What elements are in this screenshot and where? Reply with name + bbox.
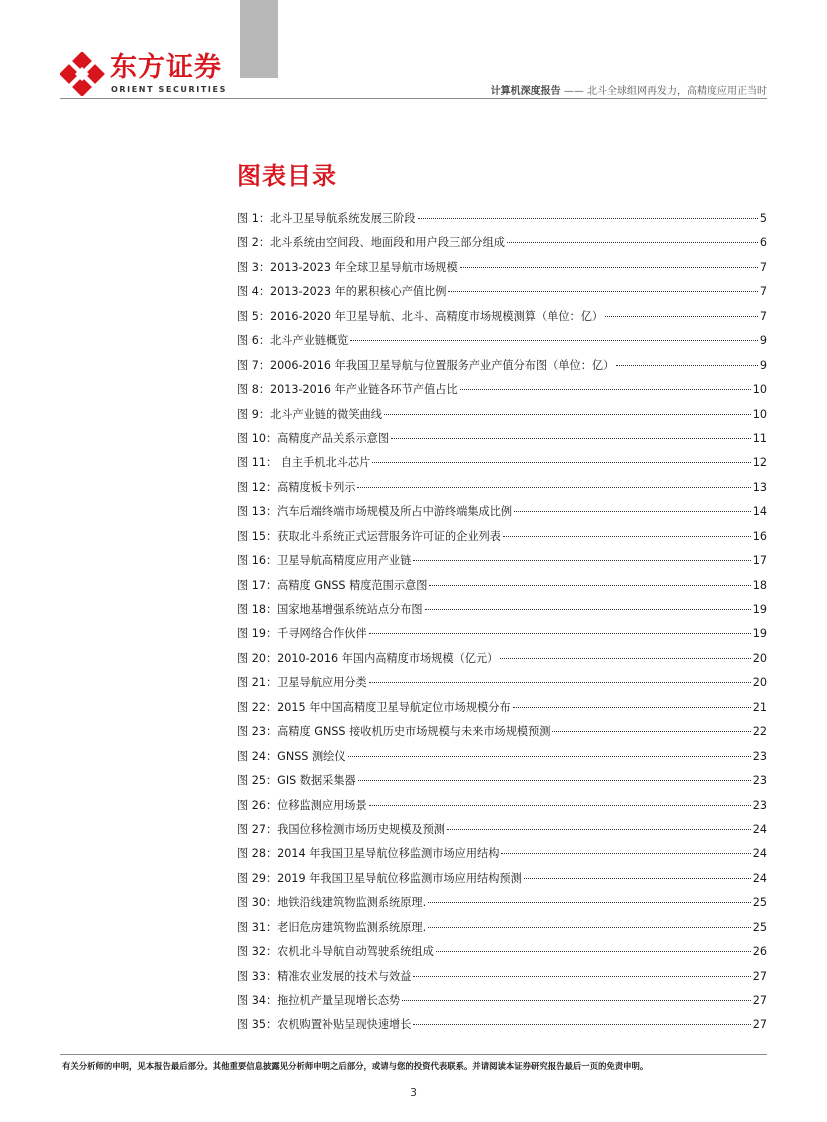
toc-entry-page: 23 — [752, 774, 767, 788]
toc-leader-dots — [429, 585, 750, 586]
toc-entry-title: 图 34：拖拉机产量呈现增长态势 — [237, 994, 401, 1007]
toc-entry-page: 17 — [752, 554, 767, 568]
toc-leader-dots — [413, 560, 750, 561]
toc-entry-title: 图 25：GIS 数据采集器 — [237, 774, 356, 788]
toc-entry[interactable] — [237, 845, 767, 869]
toc-entry[interactable] — [237, 357, 767, 381]
figure-list — [237, 210, 767, 1041]
toc-entry-title: 图 4：2013-2023 年的累积核心产值比例 — [237, 285, 447, 299]
toc-entry[interactable] — [237, 968, 767, 992]
toc-entry-title: 图 35：农机购置补贴呈现快速增长 — [237, 1018, 412, 1032]
report-type: 计算机深度报告 — [490, 86, 561, 97]
toc-leader-dots — [460, 389, 751, 390]
toc-entry-title: 图 15：获取北斗系统正式运营服务许可证的企业列表 — [237, 529, 501, 543]
toc-entry[interactable] — [237, 259, 767, 283]
toc-entry[interactable] — [237, 894, 767, 918]
toc-entry-title: 图 9：北斗产业链的微笑曲线 — [237, 407, 382, 421]
toc-entry-page: 10 — [752, 407, 767, 421]
toc-entry[interactable] — [237, 479, 767, 503]
toc-entry[interactable] — [237, 723, 767, 747]
toc-entry-page: 23 — [752, 749, 767, 763]
toc-entry-page: 7 — [759, 285, 767, 299]
header-divider — [60, 98, 767, 99]
toc-entry-title: 图 11： 自主手机北斗芯片 — [237, 456, 371, 470]
toc-entry-title: 图 26：位移监测应用场景 — [237, 798, 367, 812]
toc-entry-title: 图 20：2010-2016 年国内高精度市场规模（亿元） — [237, 651, 499, 665]
toc-entry-page: 5 — [759, 212, 767, 225]
toc-entry[interactable] — [237, 797, 767, 821]
toc-leader-dots — [500, 658, 750, 659]
toc-entry-page: 20 — [752, 651, 767, 665]
toc-leader-dots — [348, 756, 751, 757]
page-title: 图表目录 — [237, 162, 337, 190]
toc-entry-page: 16 — [752, 529, 767, 543]
toc-leader-dots — [358, 780, 751, 781]
toc-entry[interactable] — [237, 503, 767, 527]
toc-leader-dots — [402, 1000, 751, 1001]
toc-leader-dots — [369, 805, 751, 806]
toc-leader-dots — [436, 951, 751, 952]
toc-entry-page: 9 — [759, 358, 767, 372]
toc-entry-title: 图 30：地铁沿线建筑物监测系统原理. — [237, 896, 427, 910]
toc-leader-dots — [357, 487, 750, 488]
toc-entry-title: 图 17：高精度 GNSS 精度范围示意图 — [237, 578, 428, 592]
toc-leader-dots — [507, 242, 758, 243]
toc-entry[interactable] — [237, 870, 767, 894]
toc-entry[interactable] — [237, 601, 767, 625]
toc-entry-page: 26 — [752, 945, 767, 959]
toc-entry-page: 27 — [752, 969, 767, 983]
toc-entry[interactable] — [237, 528, 767, 552]
toc-entry[interactable] — [237, 1016, 767, 1040]
logo-mark-icon — [60, 52, 106, 96]
toc-entry-title: 图 2：北斗系统由空间段、地面段和用户段三部分组成 — [237, 236, 505, 250]
toc-entry[interactable] — [237, 210, 767, 234]
toc-entry-page: 24 — [752, 847, 767, 861]
toc-entry-page: 19 — [752, 627, 767, 641]
toc-entry[interactable] — [237, 332, 767, 356]
toc-entry[interactable] — [237, 699, 767, 723]
toc-entry[interactable] — [237, 674, 767, 698]
toc-entry-title: 图 31：老旧危房建筑物监测系统原理. — [237, 920, 427, 934]
toc-entry-page: 10 — [752, 383, 767, 397]
toc-entry-title: 图 21：卫星导航应用分类 — [237, 676, 367, 690]
toc-entry-title: 图 32：农机北斗导航自动驾驶系统组成 — [237, 945, 434, 959]
toc-entry-page: 14 — [752, 505, 767, 519]
toc-entry-title: 图 8：2013-2016 年产业链各环节产值占比 — [237, 383, 458, 397]
toc-entry-page: 20 — [752, 676, 767, 690]
toc-leader-dots — [514, 511, 751, 512]
toc-entry-page: 19 — [752, 603, 767, 616]
company-logo — [60, 52, 250, 96]
toc-entry-title: 图 5：2016-2020 年卫星导航、北斗、高精度市场规模测算（单位：亿） — [237, 309, 604, 323]
toc-entry-page: 11 — [752, 431, 767, 445]
toc-leader-dots — [369, 633, 751, 634]
toc-leader-dots — [605, 316, 758, 317]
toc-entry[interactable] — [237, 650, 767, 674]
toc-leader-dots — [524, 878, 751, 879]
toc-entry-page: 22 — [752, 725, 767, 739]
toc-entry[interactable] — [237, 430, 767, 454]
toc-leader-dots — [513, 707, 751, 708]
toc-entry-title: 图 7：2006-2016 年我国卫星导航与位置服务产业产值分布图（单位：亿） — [237, 358, 615, 372]
toc-entry-title: 图 6：北斗产业链概览 — [237, 334, 349, 348]
toc-leader-dots — [447, 829, 751, 830]
toc-entry-title: 图 18：国家地基增强系统站点分布图 — [237, 603, 423, 616]
toc-leader-dots — [350, 340, 758, 341]
toc-entry[interactable] — [237, 308, 767, 332]
toc-entry-page: 9 — [759, 334, 767, 348]
toc-entry[interactable] — [237, 234, 767, 258]
toc-leader-dots — [503, 536, 751, 537]
toc-entry-title: 图 13：汽车后端终端市场规模及所占中游终端集成比例 — [237, 505, 513, 519]
running-header — [491, 82, 767, 97]
toc-leader-dots — [413, 1024, 750, 1025]
toc-entry-title: 图 1：北斗卫星导航系统发展三阶段 — [237, 212, 416, 225]
toc-leader-dots — [413, 976, 750, 977]
toc-entry[interactable] — [237, 992, 767, 1016]
toc-leader-dots — [418, 218, 758, 219]
toc-leader-dots — [428, 927, 751, 928]
toc-entry[interactable] — [237, 625, 767, 649]
page-number: 3 — [410, 1086, 417, 1099]
logo-name-en: ORIENT SECURITIES — [111, 85, 227, 94]
toc-leader-dots — [384, 414, 751, 415]
toc-entry-page: 18 — [752, 578, 767, 592]
toc-entry-title: 图 16：卫星导航高精度应用产业链 — [237, 554, 412, 568]
toc-entry-page: 12 — [752, 456, 767, 470]
toc-leader-dots — [372, 462, 751, 463]
toc-entry-page: 25 — [752, 896, 767, 910]
toc-entry[interactable] — [237, 919, 767, 943]
toc-leader-dots — [448, 291, 757, 292]
toc-entry[interactable] — [237, 283, 767, 307]
toc-entry-title: 图 29：2019 年我国卫星导航位移监测市场应用结构预测 — [237, 871, 522, 885]
toc-leader-dots — [428, 902, 751, 903]
toc-entry-title: 图 27：我国位移检测市场历史规模及预测 — [237, 822, 445, 836]
toc-entry-page: 13 — [752, 480, 767, 494]
toc-entry-title: 图 19：千寻网络合作伙伴 — [237, 627, 367, 641]
toc-leader-dots — [369, 682, 751, 683]
toc-entry-page: 7 — [759, 260, 767, 274]
toc-entry[interactable] — [237, 748, 767, 772]
toc-entry[interactable] — [237, 772, 767, 796]
toc-entry-page: 25 — [752, 920, 767, 934]
toc-entry-page: 23 — [752, 798, 767, 812]
toc-entry-title: 图 12：高精度板卡列示 — [237, 480, 356, 494]
toc-entry-page: 7 — [759, 309, 767, 323]
toc-entry-title: 图 3：2013-2023 年全球卫星导航市场规模 — [237, 260, 458, 274]
toc-leader-dots — [501, 853, 750, 854]
toc-entry-page: 24 — [752, 822, 767, 836]
toc-entry-title: 图 28：2014 年我国卫星导航位移监测市场应用结构 — [237, 847, 500, 861]
toc-entry-title: 图 24：GNSS 测绘仪 — [237, 749, 346, 763]
toc-leader-dots — [616, 365, 758, 366]
toc-entry[interactable] — [237, 943, 767, 967]
toc-entry[interactable] — [237, 406, 767, 430]
toc-entry[interactable] — [237, 381, 767, 405]
toc-entry[interactable] — [237, 577, 767, 601]
toc-entry-page: 27 — [752, 1018, 767, 1032]
toc-entry-page: 24 — [752, 871, 767, 885]
header-separator: —— — [560, 86, 587, 97]
toc-entry-title: 图 23：高精度 GNSS 接收机历史市场规模与未来市场规模预测 — [237, 725, 551, 739]
toc-entry-title: 图 10：高精度产品关系示意图 — [237, 431, 390, 445]
toc-leader-dots — [552, 731, 750, 732]
footer-disclaimer: 有关分析师的申明，见本报告最后部分。其他重要信息披露见分析师申明之后部分，或请与您的投资代表联系。并请阅读本证券研究报告最后一页的免责申明。 — [62, 1061, 649, 1071]
toc-entry-title: 图 33：精准农业发展的技术与效益 — [237, 969, 412, 983]
report-title: 北斗全球组网再发力，高精度应用正当时 — [587, 86, 767, 97]
toc-entry-page: 27 — [752, 994, 767, 1007]
toc-leader-dots — [391, 438, 751, 439]
footer-divider — [60, 1054, 767, 1055]
toc-entry[interactable] — [237, 454, 767, 478]
toc-leader-dots — [460, 267, 758, 268]
toc-entry-page: 6 — [759, 236, 767, 250]
toc-entry-title: 图 22：2015 年中国高精度卫星导航定位市场规模分布 — [237, 700, 511, 714]
toc-leader-dots — [425, 609, 751, 610]
logo-name-cn: 东方证券 — [110, 52, 222, 83]
toc-entry-page: 21 — [752, 700, 767, 714]
toc-entry[interactable] — [237, 552, 767, 576]
toc-entry[interactable] — [237, 821, 767, 845]
